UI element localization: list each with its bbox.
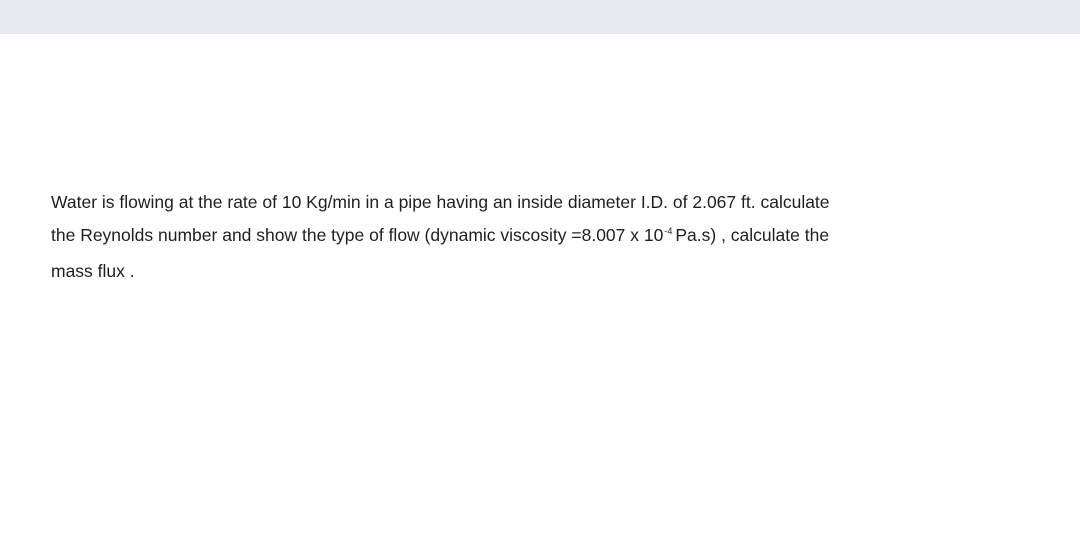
question-line-2-tail: Pa.s) , calculate the: [675, 225, 830, 245]
viscosity-exponent: -4: [664, 226, 673, 236]
question-line-3: mass flux .: [51, 261, 135, 281]
question-line-2-text: the Reynolds number and show the type of flow (dynamic viscosity =8.007 x 10: [51, 225, 664, 245]
question-text: [51, 186, 1051, 288]
top-bar: [0, 0, 1080, 34]
question-line-1: Water is flowing at the rate of 10 Kg/min in a pipe having an inside diameter I.D. of 2.067 ft. calculate: [51, 192, 830, 212]
question-line-2: [51, 219, 1051, 255]
